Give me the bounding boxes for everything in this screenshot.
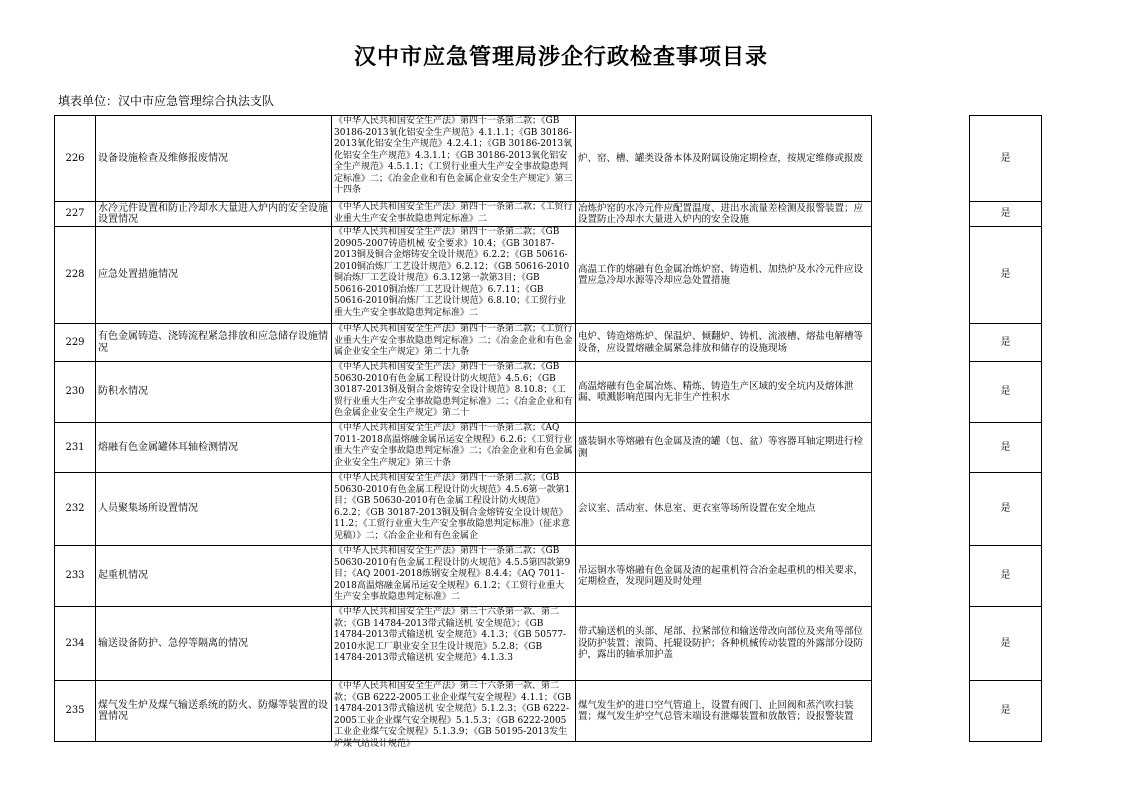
blank-column [872,116,970,202]
table-row [55,227,1042,324]
row-number: 228 [55,227,96,324]
applicable-mark: 是 [970,607,1042,681]
legal-basis: 《中华人民共和国安全生产法》第四十一条第二款；《工贸行业重大生产安全事故隐患判定标准》二 [332,202,576,227]
check-content: 电炉、铸造熔炼炉、保温炉、倾翻炉、铸机、流液槽、熔盐电解槽等设备，应设置熔融金属紧急排放和储存的设施现场 [576,324,872,362]
check-content: 煤气发生炉的进口空气管道上，设置有阀门、止回阀和蒸汽吹扫装置；煤气发生炉空气总管末端设有泄爆装置和放散管；设报警装置 [576,681,872,742]
blank-column [872,473,970,546]
check-content: 高温工作的熔融有色金属冶炼炉窑、铸造机、加热炉及水冷元件应设置应急冷却水源等冷却应急处置措施 [576,227,872,324]
applicable-mark: 是 [970,324,1042,362]
table-row [55,607,1042,681]
blank-column [872,546,970,607]
blank-column [872,607,970,681]
legal-basis: 《中华人民共和国安全生产法》第四十一条第二款；《GB 50630-2010有色金属工程设计防火规范》4.5.6第一款第1目；《GB 50630-2010有色金属工程设计防火规范》6.2.2；《GB 30187-2013铜及铜合金熔铸安全设计规范》11.2；《工贸行业重大生产安全事故隐患判定标准》（征求意见稿）》二；《冶金企业和有色金属企 [332,473,576,546]
item-name: 熔融有色金属罐体耳轴检测情况 [96,423,332,473]
applicable-mark: 是 [970,681,1042,742]
table-row [55,362,1042,423]
blank-column [872,324,970,362]
applicable-mark: 是 [970,116,1042,202]
table-row [55,473,1042,546]
item-name: 设备设施检查及维修报废情况 [96,116,332,202]
check-content: 带式输送机的头部、尾部、拉紧部位和输送带改向部位及夹角等部位设防护装置；滚筒、托辊设防护；各种机械传动装置的外露部分设防护，露出的轴承加护盖 [576,607,872,681]
table-row [55,546,1042,607]
blank-column [872,202,970,227]
check-content: 吊运铜水等熔融有色金属及渣的起重机符合冶金起重机的相关要求，定期检查，发现问题及时处理 [576,546,872,607]
row-number: 235 [55,681,96,742]
item-name: 起重机情况 [96,546,332,607]
item-name: 煤气发生炉及煤气输送系统的防火、防爆等装置的设置情况 [96,681,332,742]
item-name: 应急处置措施情况 [96,227,332,324]
row-number: 227 [55,202,96,227]
table-row [55,423,1042,473]
applicable-mark: 是 [970,202,1042,227]
row-number: 230 [55,362,96,423]
row-number: 229 [55,324,96,362]
legal-basis: 《中华人民共和国安全生产法》第四十一条第二款；《GB 50630-2010有色金属工程设计防火规范》4.5.6；《GB 30187-2013铜及铜合金熔铸安全设计规范》8.10.8；《工贸行业重大生产安全事故隐患判定标准》二；《冶金企业和有色金属企业安全生产规定》第二十 [332,362,576,423]
applicable-mark: 是 [970,473,1042,546]
item-name: 水冷元件设置和防止冷却水大量进入炉内的安全设施设置情况 [96,202,332,227]
table-row [55,324,1042,362]
row-number: 234 [55,607,96,681]
legal-basis: 《中华人民共和国安全生产法》第四十一条第二款；《AQ 7011-2018高温熔融金属吊运安全规程》6.2.6；《工贸行业重大生产安全事故隐患判定标准》二；《冶金企业和有色金属企业安全生产规定》第三十条 [332,423,576,473]
legal-basis: 《中华人民共和国安全生产法》第三十六条第一款、第二款；《GB 6222-2005工业企业煤气安全规程》4.1.1；《GB 14784-2013带式输送机 安全规范》5.1.2.3；《GB 6222-2005工业企业煤气安全规程》5.1.5.3；《GB 6222-2005工业企业煤气安全规程》5.1.3.9；《GB 50195-2013发生炉煤气站设计规范》 [332,681,576,742]
item-name: 防积水情况 [96,362,332,423]
filling-unit: 填表单位：汉中市应急管理综合执法支队 [58,94,275,108]
blank-column [872,423,970,473]
table-row [55,116,1042,202]
table-row [55,202,1042,227]
item-name: 输送设备防护、急停等隔离的情况 [96,607,332,681]
item-name: 有色金属铸造、浇铸流程紧急排放和应急储存设施情况 [96,324,332,362]
legal-basis: 《中华人民共和国安全生产法》第四十一条第二款；《GB 50630-2010有色金属工程设计防火规范》4.5.5第四款第9目；《AQ 2001-2018炼钢安全规程》8.4.4；《AQ 7011-2018高温熔融金属吊运安全规程》6.1.2；《工贸行业重大生产安全事故隐患判定标准》二 [332,546,576,607]
legal-basis: 《中华人民共和国安全生产法》第四十一条第二款；《工贸行业重大生产安全事故隐患判定标准》二；《冶金企业和有色金属企业安全生产规定》第二十九条 [332,324,576,362]
inspection-table [54,115,1042,749]
row-number: 226 [55,116,96,202]
applicable-mark: 是 [970,546,1042,607]
check-content: 高温熔融有色金属冶炼、精炼、铸造生产区域的安全坑内及熔体泄漏、喷溅影响范围内无非生产性积水 [576,362,872,423]
table-row [55,681,1042,742]
row-number: 233 [55,546,96,607]
page-title: 汉中市应急管理局涉企行政检查事项目录 [353,44,768,70]
legal-basis: 《中华人民共和国安全生产法》第四十一条第二款；《GB 20905-2007铸造机械 安全要求》10.4；《GB 30187-2013铜及铜合金熔铸安全设计规范》6.2.2；《GB 50616-2010铜冶炼厂工艺设计规范》6.2.12；《GB 50616-2010铜冶炼厂工艺设计规范》6.3.12第一款第3目；《GB 50616-2010铜冶炼厂工艺设计规范》6.7.11；《GB 50616-2010铜冶炼厂工艺设计规范》6.8.10；《工贸行业重大生产安全事故隐患判定标准》二 [332,227,576,324]
applicable-mark: 是 [970,227,1042,324]
item-name: 人员聚集场所设置情况 [96,473,332,546]
blank-column [872,362,970,423]
legal-basis: 《中华人民共和国安全生产法》第四十一条第二款；《GB 30186-2013氧化铝安全生产规范》4.1.1.1；《GB 30186-2013氧化铝安全生产规范》4.2.4.1；《GB 30186-2013氧化铝安全生产规范》4.3.1.1；《GB 30186-2013氧化铝安全生产规范》4.5.1.1；《工贸行业重大生产安全事故隐患判定标准》二；《冶金企业和有色金属企业安全生产规定》第三十四条 [332,116,576,202]
blank-column [872,681,970,742]
check-content: 会议室、活动室、休息室、更衣室等场所设置在安全地点 [576,473,872,546]
applicable-mark: 是 [970,423,1042,473]
check-content: 冶炼炉窑的水冷元件应配置温度、进出水流量差检测及报警装置；应设置防止冷却水大量进入炉内的安全设施 [576,202,872,227]
blank-column [872,227,970,324]
check-content: 炉、窑、槽、罐类设备本体及附属设施定期检查，按规定维修或报废 [576,116,872,202]
legal-basis: 《中华人民共和国安全生产法》第三十六条第一款、第二款；《GB 14784-2013带式输送机 安全规范》；《GB 14784-2013带式输送机 安全规范》4.1.3；《GB 50577-2010水泥工厂职业安全卫生设计规范》5.2.8；《GB 14784-2013带式输送机 安全规范》4.1.3.3 [332,607,576,681]
check-content: 盛装铜水等熔融有色金属及渣的罐（包、盆）等容器耳轴定期进行检测 [576,423,872,473]
row-number: 232 [55,473,96,546]
applicable-mark: 是 [970,362,1042,423]
row-number: 231 [55,423,96,473]
